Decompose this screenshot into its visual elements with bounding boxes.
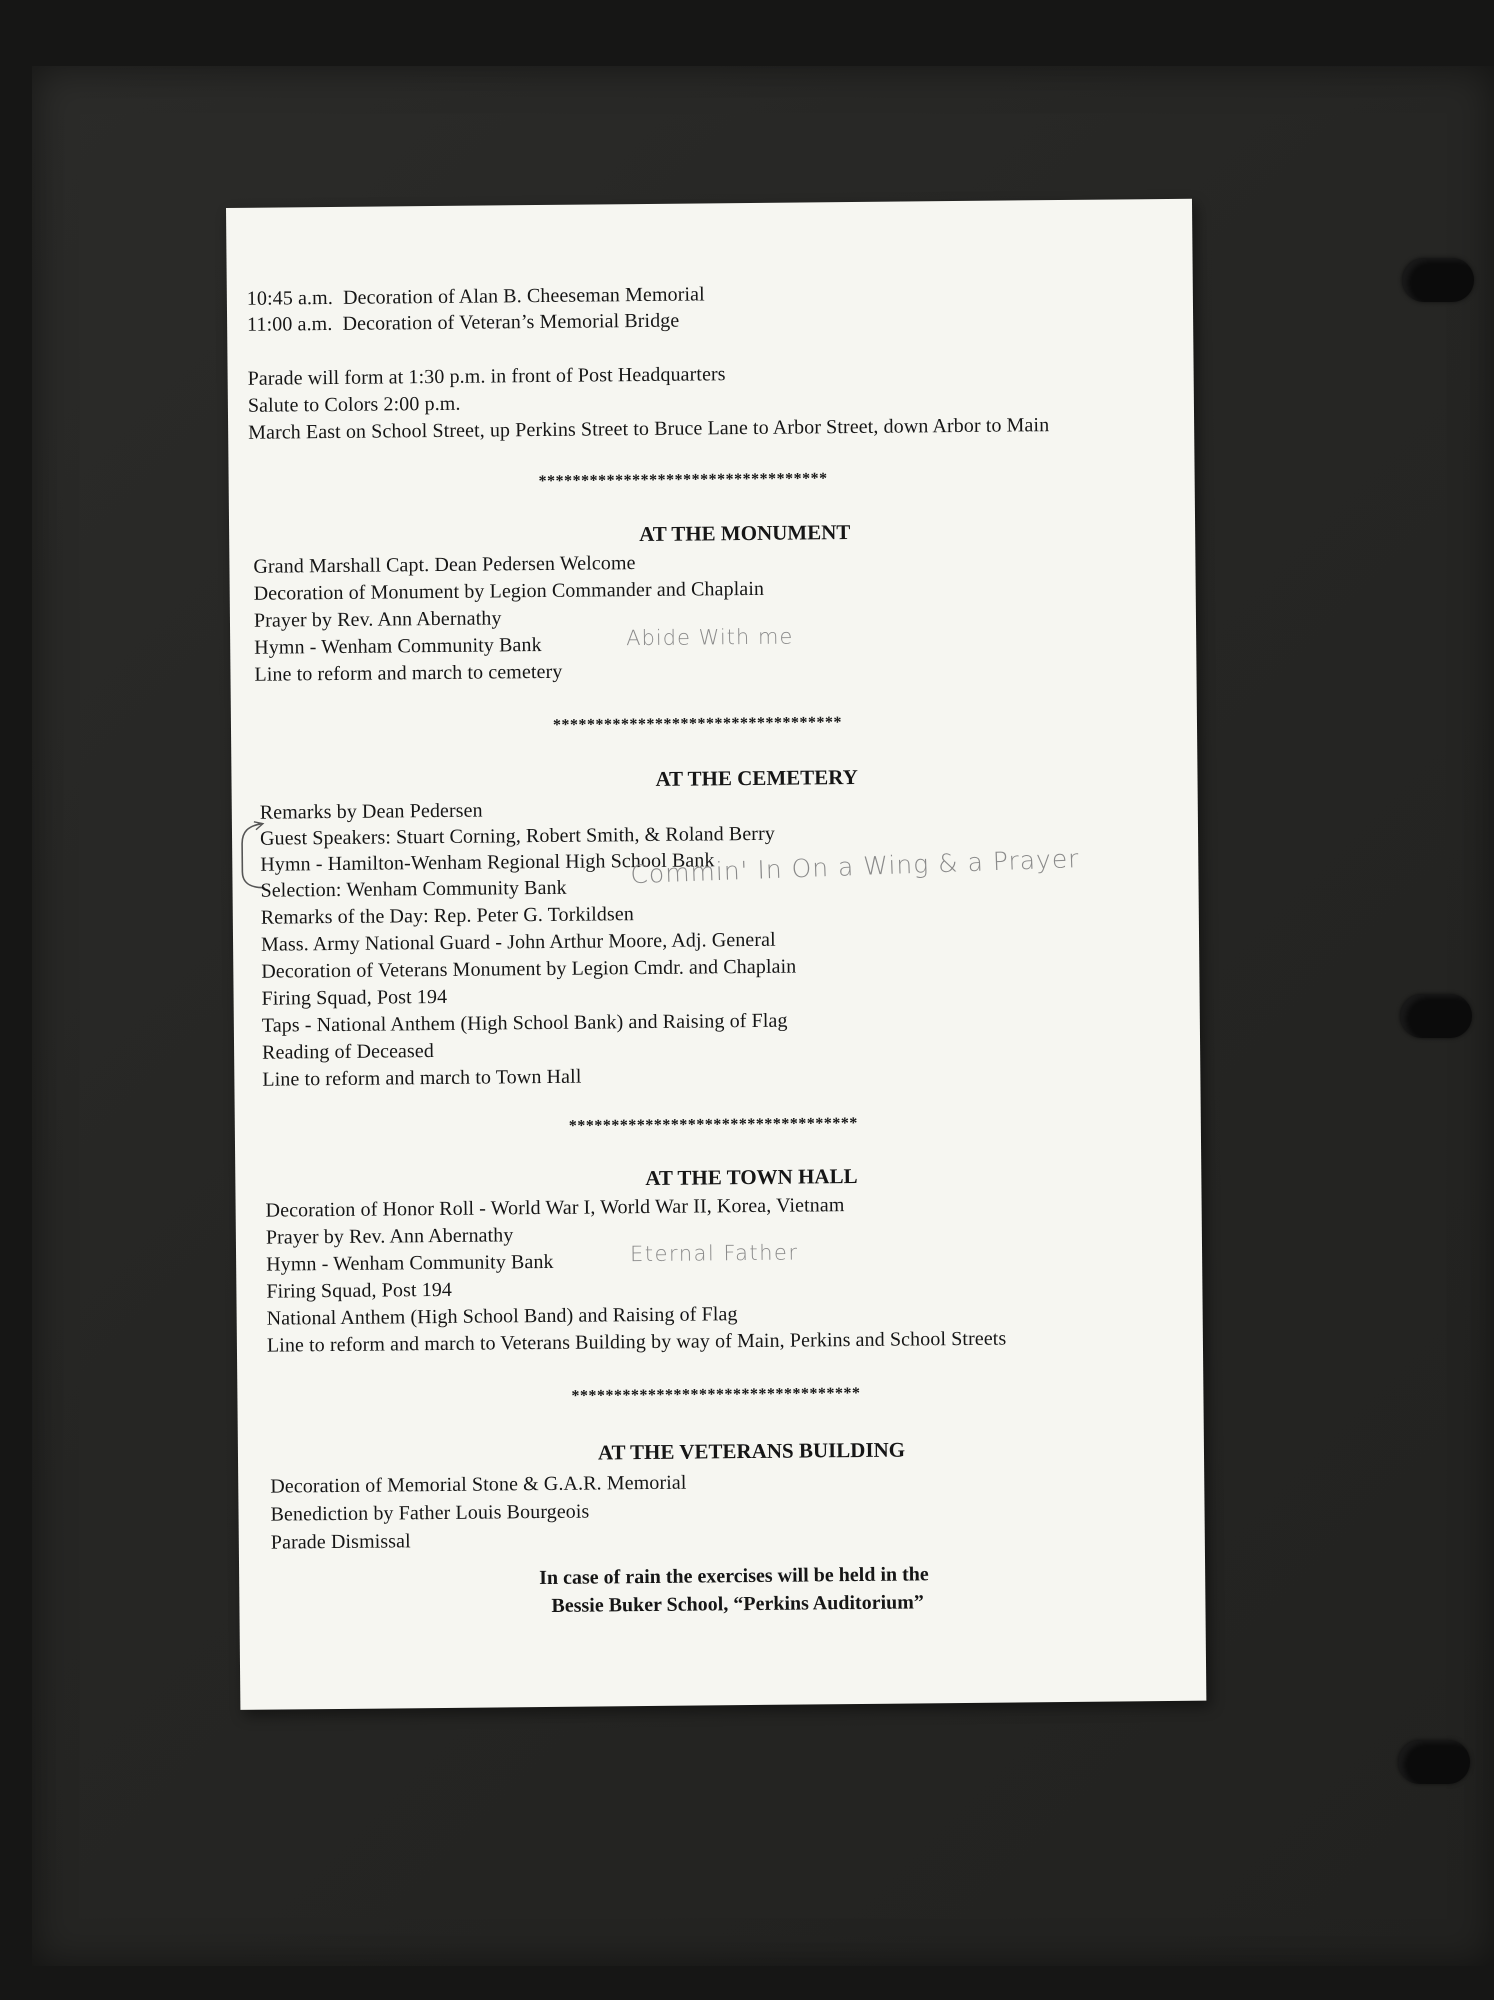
monument-item: Line to reform and march to cemetery — [254, 660, 563, 686]
veterans-building-item: Decoration of Memorial Stone & G.A.R. Memorial — [270, 1471, 687, 1498]
cemetery-item: Firing Squad, Post 194 — [261, 985, 448, 1010]
binder-hole-middle — [1400, 994, 1472, 1038]
veterans-building-item: Benediction by Father Louis Bourgeois — [270, 1500, 590, 1526]
cemetery-item: Line to reform and march to Town Hall — [262, 1065, 582, 1091]
town-hall-item: Hymn - Wenham Community Bank — [266, 1250, 554, 1276]
cemetery-heading: AT THE CEMETERY — [655, 764, 858, 791]
divider-1: ********************************** — [538, 470, 828, 491]
cemetery-item: Decoration of Veterans Monument by Legion Cmdr. and Chaplain — [261, 955, 797, 983]
binder-hole-top — [1402, 258, 1474, 302]
veterans-building-item: Parade Dismissal — [270, 1530, 411, 1554]
handwritten-note-wing-prayer: Commin' In On a Wing & a Prayer — [629, 844, 1080, 890]
parade-route: March East on School Street, up Perkins Street to Bruce Lane to Arbor Street, down Arbor to Main — [248, 414, 1050, 444]
divider-2: ********************************** — [552, 714, 843, 734]
cemetery-item: Remarks by Dean Pedersen — [259, 799, 483, 824]
cemetery-item: Guest Speakers: Stuart Corning, Robert Smith, & Roland Berry — [259, 822, 775, 850]
parade-salute: Salute to Colors 2:00 p.m. — [247, 392, 461, 417]
monument-item: Decoration of Monument by Legion Commander and Chaplain — [253, 577, 765, 605]
divider-3: ********************************** — [568, 1114, 858, 1135]
handwritten-note-eternal-father: Eternal Father — [629, 1240, 799, 1267]
town-hall-item: Firing Squad, Post 194 — [266, 1278, 453, 1303]
program-sheet — [226, 199, 1206, 1710]
cemetery-item: Remarks of the Day: Rep. Peter G. Torkildsen — [260, 903, 635, 929]
cemetery-item: Taps - National Anthem (High School Bank) and Raising of Flag — [261, 1009, 788, 1037]
rain-notice-line-1: In case of rain the exercises will be held in the — [539, 1563, 929, 1590]
handwritten-note-abide: Abide With me — [626, 624, 794, 651]
monument-item: Prayer by Rev. Ann Abernathy — [253, 607, 502, 632]
town-hall-item: Line to reform and march to Veterans Building by way of Main, Perkins and School Streets — [266, 1327, 1007, 1357]
schedule-time: 11:00 a.m. — [247, 312, 333, 336]
schedule-time: 10:45 a.m. — [246, 286, 333, 310]
cemetery-item: Hymn - Hamilton-Wenham Regional High School Bank — [260, 849, 715, 876]
monument-heading: AT THE MONUMENT — [639, 520, 851, 547]
town-hall-item: National Anthem (High School Band) and Raising of Flag — [266, 1303, 738, 1330]
cemetery-item: Mass. Army National Guard - John Arthur Moore, Adj. General — [260, 928, 776, 956]
schedule-line-1 — [247, 283, 705, 310]
cemetery-item: Reading of Deceased — [262, 1040, 435, 1064]
cemetery-item: Selection: Wenham Community Bank — [260, 876, 567, 902]
town-hall-item: Decoration of Honor Roll - World War I, World War II, Korea, Vietnam — [265, 1194, 845, 1222]
veterans-building-heading: AT THE VETERANS BUILDING — [597, 1437, 906, 1465]
town-hall-item: Prayer by Rev. Ann Abernathy — [265, 1224, 514, 1249]
monument-item: Hymn - Wenham Community Bank — [254, 633, 542, 659]
rain-notice-line-2: Bessie Buker School, “Perkins Auditorium” — [551, 1591, 924, 1617]
schedule-event: Decoration of Veteran’s Memorial Bridge — [342, 309, 680, 335]
schedule-event: Decoration of Alan B. Cheeseman Memorial — [342, 283, 705, 309]
monument-item: Grand Marshall Capt. Dean Pedersen Welcome — [253, 552, 636, 578]
binder-hole-bottom — [1398, 1740, 1470, 1784]
town-hall-heading: AT THE TOWN HALL — [645, 1163, 858, 1191]
divider-4: ********************************** — [571, 1384, 861, 1405]
parade-form: Parade will form at 1:30 p.m. in front of Post Headquarters — [247, 363, 726, 390]
schedule-line-2 — [247, 310, 679, 337]
